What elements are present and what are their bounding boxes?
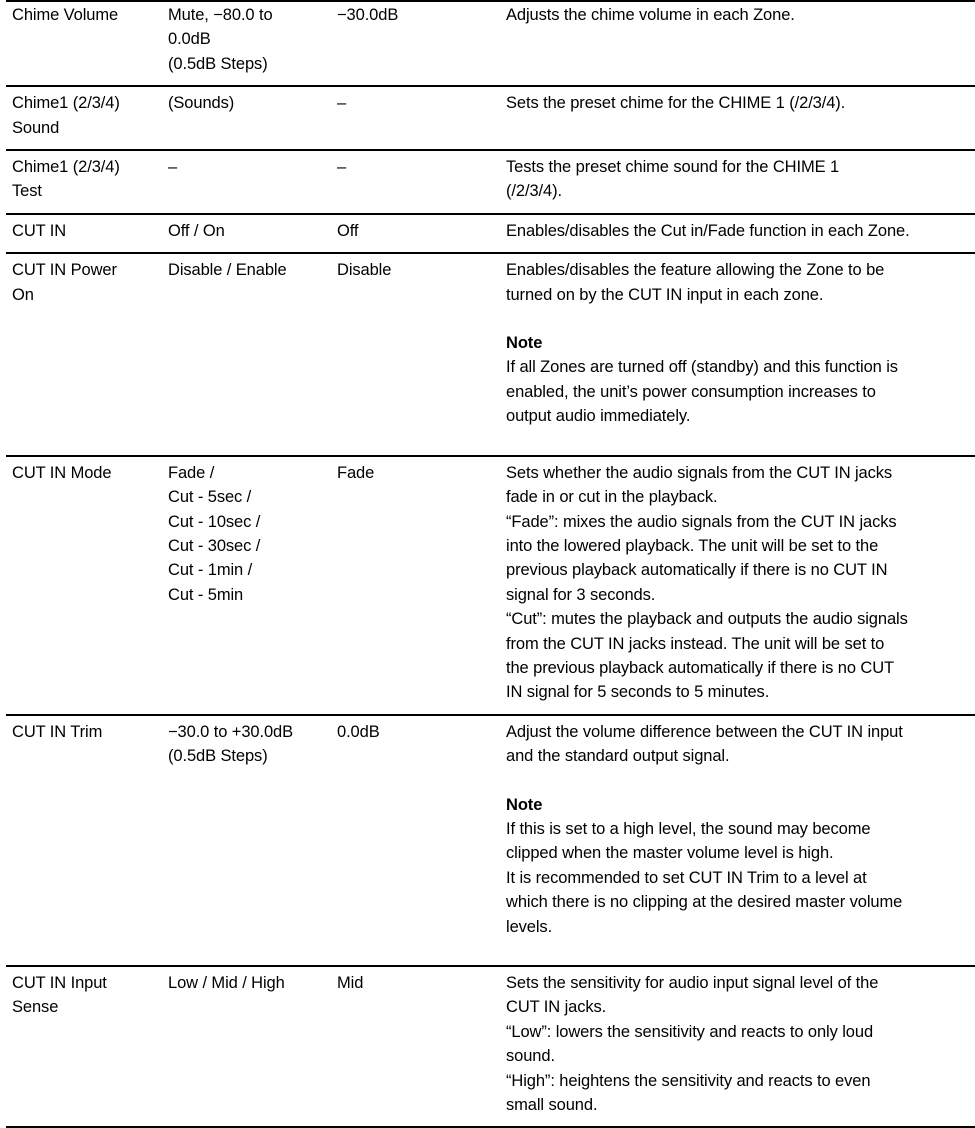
setting-range-cell-line: Cut - 10sec / xyxy=(168,512,261,531)
setting-name-cell-line: CUT IN Trim xyxy=(12,722,103,741)
setting-description-cell xyxy=(505,1,975,86)
setting-name-cell-line: CUT IN xyxy=(12,221,67,240)
table-row xyxy=(6,214,975,253)
table-row xyxy=(6,1,975,86)
setting-range-cell xyxy=(168,456,337,715)
table-body xyxy=(6,1,975,1127)
setting-range-cell-line: Fade / xyxy=(168,463,215,482)
setting-range-cell-line: Low / Mid / High xyxy=(168,974,285,992)
setting-description-cell-line: fade in or cut in the playback. xyxy=(506,488,718,507)
setting-range-cell-line: −30.0 to +30.0dB xyxy=(168,722,294,741)
setting-name-cell-line: Chime1 (2/3/4) xyxy=(12,158,120,177)
setting-default-cell-line: −30.0dB xyxy=(337,6,399,24)
setting-default-cell-line: Disable xyxy=(337,261,392,280)
setting-name-cell-line: Sense xyxy=(12,998,59,1017)
setting-default-cell xyxy=(337,150,505,214)
setting-description-cell-line: IN signal for 5 seconds to 5 minutes. xyxy=(506,683,770,702)
setting-description-cell-line: small sound. xyxy=(506,1096,598,1115)
setting-range-cell-line: Off / On xyxy=(168,221,225,240)
setting-description-cell xyxy=(505,456,975,715)
setting-name-cell xyxy=(6,456,168,715)
setting-name-cell-line: On xyxy=(12,285,34,304)
setting-name-cell-line: CUT IN Input xyxy=(12,974,107,992)
setting-description-cell-line: turned on by the CUT IN input in each zone. xyxy=(506,285,824,304)
setting-range-cell-line: Cut - 5min xyxy=(168,585,244,604)
note-body-line: which there is no clipping at the desired master volume xyxy=(506,893,903,912)
setting-name-cell xyxy=(6,715,168,966)
note-body-line: If all Zones are turned off (standby) and this function is xyxy=(506,358,898,377)
setting-name-cell-line: CUT IN Power xyxy=(12,261,117,280)
setting-range-cell xyxy=(168,86,337,150)
note-heading: Note xyxy=(506,795,543,814)
setting-description-cell xyxy=(505,150,975,214)
setting-description-cell-line: into the lowered playback. The unit will be set to the xyxy=(506,536,879,555)
setting-description-cell-line: CUT IN jacks. xyxy=(506,998,607,1017)
setting-default-cell xyxy=(337,253,505,455)
setting-range-cell-line: Cut - 30sec / xyxy=(168,536,261,555)
setting-range-cell-line: Mute, −80.0 to xyxy=(168,6,273,24)
note-body-line: If this is set to a high level, the sound may become xyxy=(506,819,871,838)
setting-description-cell-line: Enables/disables the feature allowing the Zone to be xyxy=(506,261,885,280)
setting-description-cell-line: Adjust the volume difference between the CUT IN input xyxy=(506,722,903,741)
setting-description-cell-line: signal for 3 seconds. xyxy=(506,585,656,604)
setting-name-cell-line: Chime Volume xyxy=(12,6,119,24)
setting-default-cell-line: Off xyxy=(337,221,359,240)
setting-description-cell-line: the previous playback automatically if there is no CUT xyxy=(506,658,895,677)
setting-description-cell-line: Sets the sensitivity for audio input signal level of the xyxy=(506,974,879,992)
setting-description-cell-line: sound. xyxy=(506,1047,555,1066)
setting-description-cell-line: “High”: heightens the sensitivity and reacts to even xyxy=(506,1071,871,1090)
setting-description-cell xyxy=(505,715,975,966)
setting-default-cell xyxy=(337,214,505,253)
setting-description-cell-line: Sets the preset chime for the CHIME 1 (/2/3/4). xyxy=(506,94,846,113)
settings-spec-table xyxy=(6,0,975,1128)
setting-default-cell xyxy=(337,86,505,150)
setting-name-cell xyxy=(6,966,168,1127)
setting-range-cell xyxy=(168,1,337,86)
setting-description-cell-line: Tests the preset chime sound for the CHIME 1 xyxy=(506,158,840,177)
setting-name-cell-line: Sound xyxy=(12,118,60,137)
setting-range-cell-line: Disable / Enable xyxy=(168,261,287,280)
setting-name-cell xyxy=(6,253,168,455)
setting-range-cell-line: Cut - 1min / xyxy=(168,561,253,580)
setting-default-cell xyxy=(337,966,505,1127)
setting-description-cell-line: Adjusts the chime volume in each Zone. xyxy=(506,6,795,24)
table-row xyxy=(6,150,975,214)
setting-name-cell xyxy=(6,1,168,86)
setting-range-cell-line: (0.5dB Steps) xyxy=(168,747,268,766)
table-row xyxy=(6,86,975,150)
setting-name-cell-line: CUT IN Mode xyxy=(12,463,112,482)
setting-default-cell xyxy=(337,1,505,86)
note-body-line: enabled, the unit’s power consumption increases to xyxy=(506,382,876,401)
setting-range-cell-line: (Sounds) xyxy=(168,94,235,113)
table-row xyxy=(6,253,975,455)
setting-range-cell-line: – xyxy=(168,158,178,177)
setting-default-cell xyxy=(337,715,505,966)
setting-range-cell xyxy=(168,715,337,966)
setting-name-cell xyxy=(6,214,168,253)
setting-description-cell-line: (/2/3/4). xyxy=(506,182,562,201)
setting-description-cell-line: “Cut”: mutes the playback and outputs the audio signals xyxy=(506,610,908,629)
setting-description-cell-line: Enables/disables the Cut in/Fade function in each Zone. xyxy=(506,221,910,240)
setting-range-cell-line: 0.0dB xyxy=(168,30,211,49)
setting-default-cell-line: Fade xyxy=(337,463,375,482)
setting-description-cell xyxy=(505,86,975,150)
note-body-line: clipped when the master volume level is high. xyxy=(506,844,834,863)
note-heading: Note xyxy=(506,334,543,353)
setting-description-cell xyxy=(505,214,975,253)
setting-range-cell xyxy=(168,253,337,455)
setting-name-cell-line: Chime1 (2/3/4) xyxy=(12,94,120,113)
setting-range-cell-line: (0.5dB Steps) xyxy=(168,54,268,73)
setting-name-cell xyxy=(6,150,168,214)
setting-description-cell-line: Sets whether the audio signals from the CUT IN jacks xyxy=(506,463,893,482)
setting-description-cell xyxy=(505,966,975,1127)
table-row xyxy=(6,456,975,715)
note-body-line: output audio immediately. xyxy=(506,407,691,426)
setting-description-cell-line: previous playback automatically if there is no CUT IN xyxy=(506,561,888,580)
setting-name-cell xyxy=(6,86,168,150)
table-row xyxy=(6,966,975,1127)
table-row xyxy=(6,715,975,966)
setting-range-cell-line: Cut - 5sec / xyxy=(168,488,252,507)
setting-description-cell-line: “Fade”: mixes the audio signals from the CUT IN jacks xyxy=(506,512,897,531)
setting-range-cell xyxy=(168,150,337,214)
note-body-line: It is recommended to set CUT IN Trim to a level at xyxy=(506,868,867,887)
setting-description-cell-line: “Low”: lowers the sensitivity and reacts to only loud xyxy=(506,1022,874,1041)
setting-description-cell xyxy=(505,253,975,455)
setting-default-cell xyxy=(337,456,505,715)
setting-range-cell xyxy=(168,214,337,253)
setting-description-cell-line: and the standard output signal. xyxy=(506,747,730,766)
setting-range-cell xyxy=(168,966,337,1127)
setting-default-cell-line: – xyxy=(337,94,347,113)
setting-name-cell-line: Test xyxy=(12,182,42,201)
setting-description-cell-line: from the CUT IN jacks instead. The unit will be set to xyxy=(506,634,885,653)
setting-default-cell-line: – xyxy=(337,158,347,177)
note-body-line: levels. xyxy=(506,917,553,936)
setting-default-cell-line: Mid xyxy=(337,974,364,992)
setting-default-cell-line: 0.0dB xyxy=(337,722,380,741)
